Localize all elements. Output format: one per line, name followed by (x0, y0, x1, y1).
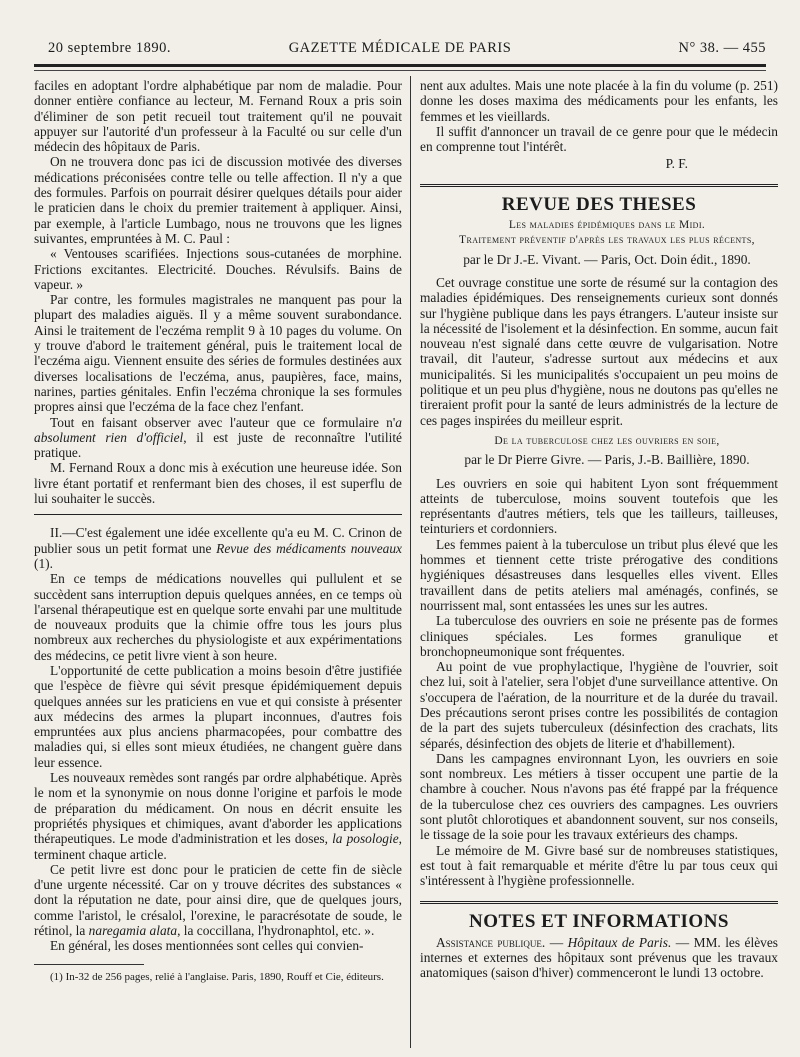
paragraph: Assistance publique. — Hôpitaux de Paris. — MM. les élèves internes et externes des hôpitaux sont prévenus que les travaux anatomiques (saison d'hiver) commenceront le lundi 13 octobre. (420, 934, 778, 981)
paragraph: L'opportunité de cette publication a moins besoin d'être justifiée que l'espèce de fièvre qui sévit presque épidémiquement depuis quelques années sur les praticiens en vue et qui consiste à présenter aux médecins des armes la plupart inconnues, d'autres fois empruntées aux plus anciens pharmacopées, pour combattre des maladies qui, si elles sont mieux étudiées, ne changent guère dans leur essence. (34, 662, 402, 770)
paragraph: faciles en adoptant l'ordre alphabétique par nom de maladie. Pour donner entière confiance au lecteur, M. Fernand Roux a pris soin d'éliminer de son petit recueil tout traitement qu'il ne pouvait appuyer sur l'autorité d'un professeur à la Faculté ou sur celle d'un médecin des hôpitaux de Paris. (34, 78, 402, 155)
paragraph: En ce temps de médications nouvelles qui pullulent et se succèdent sans interruption depuis quelques années, en ce temps où l'arsenal thérapeutique est en quelque sorte envahi par une multitude de nouveaux produits que la chimie offre tous les jours plus nombreux aux recherches du physiologiste et aux expérimentations des médecins, ce petit livre vient à son heure. (34, 571, 402, 663)
footnote: (1) In-32 de 256 pages, relié à l'anglaise. Paris, 1890, Rouff et Cie, éditeurs. (50, 970, 384, 983)
paragraph: Ce petit livre est donc pour le praticien de cette fin de siècle d'une urgente nécessité. Car on y trouve décrites des substances « dont la réputation ne date, pour ainsi dire, que de quelques jours, comme l'aristol, le crésalol, l'orexine, le paracrésotate de soude, le rétinol, la naregamia alata, la coccillana, l'hydronaphtol, etc. ». (34, 861, 402, 939)
paragraph: Tout en faisant observer avec l'auteur que ce formulaire n'a absolument rien d'officiel, il est juste de reconnaître l'utilité pratique. (34, 414, 402, 461)
paragraph: nent aux adultes. Mais une note placée à la fin du volume (p. 251) donne les doses maxima des médicaments pour les enfants, les femmes et les vieillards. (420, 78, 778, 124)
section-rule (34, 514, 402, 515)
paragraph: Les femmes paient à la tuberculose un tribut plus élevé que les hommes et tiennent cette triste prérogative des conditions hygiéniques désastreuses dans lesquelles elles vivent. Elles travaillent dans de petits ateliers mal aménagés, confinés, se nourrissent mal, sont entassées les unes sur les autres. (420, 536, 778, 613)
paragraph: La tuberculose des ouvriers en soie ne présente pas de formes cliniques spéciales. Les formes granulique et bronchopneumonique sont fréquentes. (420, 613, 778, 659)
issue-date: 20 septembre 1890. (48, 40, 171, 56)
paragraph: Il suffit d'annoncer un travail de ce genre pour que le médecin en comprenne tout l'intérêt. (420, 123, 778, 155)
journal-title: GAZETTE MÉDICALE DE PARIS (288, 40, 512, 56)
paragraph: Le mémoire de M. Givre basé sur de nombreuses statistiques, est tout à fait remarquable et mérite d'être lu par tous ceux qui s'intéressent à l'hygiène professionnelle. (420, 842, 778, 889)
thesis-subtitle: Traitement préventif d'après les travaux les plus récents, (459, 234, 755, 247)
paragraph: II.—C'est également une idée excellente qu'a eu M. C. Crinon de publier sous un petit format une Revue des médicaments nouveaux (1). (34, 525, 402, 571)
paragraph: Les ouvriers en soie qui habitent Lyon sont fréquemment atteints de tuberculose, moins souvent toutefois que les représentants d'autres métiers, tels que les tailleurs, tailleuses, teinturiers et cordonniers. (420, 475, 778, 537)
paragraph: Par contre, les formules magistrales ne manquent pas pour la plupart des maladies aiguës. Il y a même souvent surabondance. Ainsi le traitement de l'eczéma remplit 9 à 10 pages du volume. On y trouve d'abord le traitement général, puis le traitement local de l'eczéma aigu. Viennent ensuite des séries de formules destinées aux diverses localisations de l'eczéma, anus, paupières, face, mains, narines, parties génitales. Enfin l'eczéma chronique la ses formules propres ainsi que l'eczéma de la face chez l'enfant. (34, 292, 402, 415)
thesis-byline: par le Dr J.-E. Vivant. — Paris, Oct. Doin édit., 1890. (463, 251, 751, 267)
section-title: REVUE DES THESES (501, 193, 697, 215)
right-column (420, 78, 778, 981)
section-title: NOTES ET INFORMATIONS (468, 910, 729, 932)
header-rule (34, 64, 766, 67)
left-column (34, 78, 402, 984)
running-header (34, 40, 766, 62)
thesis-title: Les maladies épidémiques dans le Midi. (508, 219, 706, 232)
paragraph: Cet ouvrage constitue une sorte de résumé sur la contagion des maladies épidémiques. Des renseignements curieux sont donnés sur l'hygiène publique dans les pays étrangers. L'auteur insiste sur la nécessité de l'isolement et la désinfection. En somme, aucun fait nouveau n'est signalé dans cette œuvre de vulgarisation. Notre travail, dit l'auteur, s'adresse surtout aux médecins et aux municipalités. Si les municipalités s'occupaient un peu moins de politique et un peu plus d'hygiène, nous ne doutons pas qu'elles ne tireraient profit pour la santé de leurs administrés de la lecture de ces pages inspirées du meilleur esprit. (420, 274, 778, 428)
thesis-byline: par le Dr Pierre Givre. — Paris, J.-B. Baillière, 1890. (464, 452, 750, 468)
page-number: N° 38. — 455 (678, 40, 766, 56)
column-divider (410, 76, 411, 1048)
footnote-rule (34, 964, 144, 965)
paragraph: Dans les campagnes environnant Lyon, les ouvriers en soie sont nombreux. Les métiers à tisser occupent une partie de la chambre à coucher. Nous n'avons pas été frappé par la fréquence de la tuberculose chez ces ouvriers des campagnes. Les ouvriers sont plutôt chlorotiques et abandonnent souvent, sur nos conseils, le tissage de la soie pour les travaux extérieurs des champs. (420, 750, 778, 843)
paragraph: En général, les doses mentionnées sont celles qui convien- (50, 938, 364, 954)
header-rule-thin (34, 70, 766, 71)
section-rule (420, 184, 778, 189)
paragraph: Au point de vue prophylactique, l'hygiène de l'ouvrier, soit chez lui, soit à l'atelier, sera l'objet d'une surveillance attentive. On s'occupera de l'aération, de la nourriture et de la durée du travail. Des précautions seront prises contre les possibilités de contagion de la part des sujets tuberculeux (désinfection des crachats, lits séparés, désinfection des objets de literie et d'habillement). (420, 659, 778, 751)
section-rule (420, 901, 778, 906)
paragraph: Les nouveaux remèdes sont rangés par ordre alphabétique. Après le nom et la synonymie on nous donne l'origine et parfois le mode de préparation du médicament. On nous en décrit ensuite les propriétés physiques et chimiques, avant d'aborder les applications thérapeutiques. Le mode d'administration et les doses, la posologie, terminent chaque article. (34, 770, 403, 862)
quote-paragraph: « Ventouses scarifiées. Injections sous-cutanées de morphine. Frictions excitantes. Electricité. Douches. Révulsifs. Bains de vapeur. » (34, 246, 402, 292)
paragraph: M. Fernand Roux a donc mis à exécution une heureuse idée. Son livre étant portatif et renfermant bien des choses, il est superflu de lui souhaiter le succès. (34, 460, 402, 507)
signature-initials: P. F. (665, 156, 688, 172)
paragraph: On ne trouvera donc pas ici de discussion motivée des diverses médications préconisées contre telle ou telle affection. Il n'y a que des formules. Parfois on pourrait désirer quelques détails pour aider le praticien dans le choix du premier traitement à appliquer. Ainsi, par exemple, à l'article Lumbago, nous ne trouvons que les lignes suivantes, empruntées à M. C. Paul : (34, 154, 402, 246)
thesis-title: De la tuberculose chez les ouvriers en soie, (494, 434, 720, 447)
